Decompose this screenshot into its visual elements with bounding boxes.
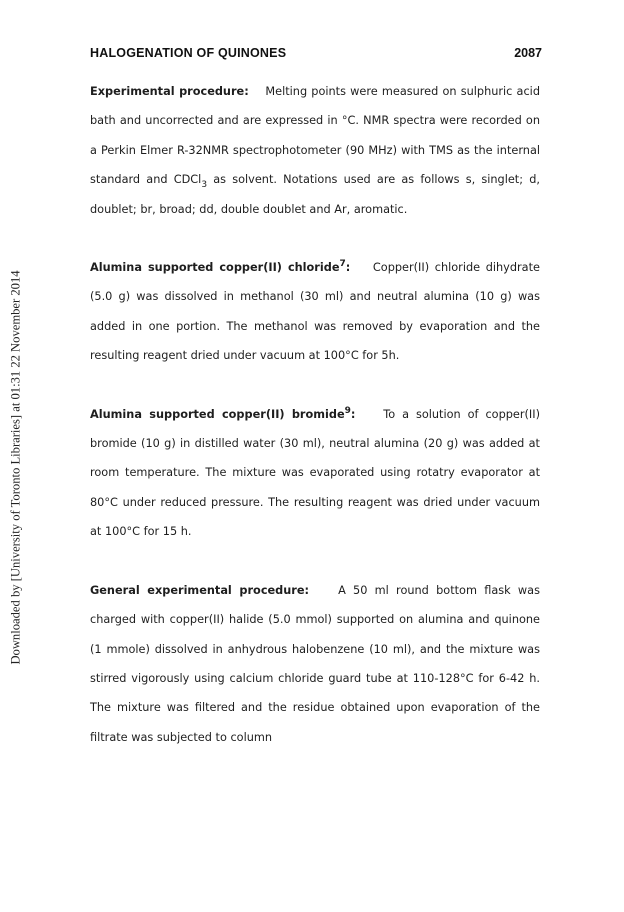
experimental-procedure-paragraph	[90, 77, 540, 224]
running-title: HALOGENATION OF QUINONES	[90, 46, 287, 60]
experimental-procedure-text-continued: as solvent. Notations used are as follows s, singlet; d, doublet; br, broad; dd, double doublet and Ar, aromatic.	[90, 173, 540, 216]
experimental-procedure-heading: Experimental procedure:	[90, 85, 249, 98]
experimental-procedure-text: Melting points were measured on sulphuric acid bath and uncorrected and are expressed in °C. NMR spectra were recorded on a Perkin Elmer R-32NMR spectrophotometer (90 MHz) with TMS as the internal standard and CDCl	[90, 85, 540, 187]
chloride-paragraph	[90, 253, 540, 371]
bromide-paragraph	[90, 400, 540, 547]
cdcl3-subscript: 3	[201, 180, 208, 191]
page-number: 2087	[514, 46, 542, 60]
running-header	[90, 46, 542, 64]
article-body	[90, 77, 540, 752]
bromide-heading-colon: :	[350, 407, 356, 421]
general-procedure-paragraph	[90, 576, 540, 752]
bromide-heading: Alumina supported copper(II) bromide	[90, 407, 345, 421]
download-sidebar	[6, 232, 26, 702]
chloride-reference: 7	[339, 259, 346, 270]
chloride-heading: Alumina supported copper(II) chloride	[90, 261, 340, 275]
bromide-text: To a solution of copper(II) bromide (10 g) in distilled water (30 ml), neutral alumina (20 g) was added at room temperature. The mixture was evaporated using rotatry evaporator at 80°C under reduced pressure. The resulting reagent was dried under vacuum at 100°C for 15 h.	[90, 407, 540, 539]
download-notice: Downloaded by [University of Toronto Libraries] at 01:31 22 November 2014	[8, 269, 23, 665]
general-procedure-heading: General experimental procedure:	[90, 583, 310, 597]
bromide-reference: 9	[344, 405, 351, 416]
chloride-text: Copper(II) chloride dihydrate (5.0 g) was dissolved in methanol (30 ml) and neutral alumina (10 g) was added in one portion. The methanol was removed by evaporation and the resulting reagent dried under vacuum at 100°C for 5h.	[90, 261, 540, 363]
general-procedure-text: A 50 ml round bottom flask was charged with copper(II) halide (5.0 mmol) supported on alumina and quinone (1 mmole) dissolved in anhydrous halobenzene (10 ml), and the mixture was stirred vigorously using calcium chloride guard tube at 110-128°C for 6-42 h. The mixture was filtered and the residue obtained upon evaporation of the filtrate was subjected to column	[90, 583, 540, 744]
chloride-heading-colon: :	[345, 261, 351, 275]
